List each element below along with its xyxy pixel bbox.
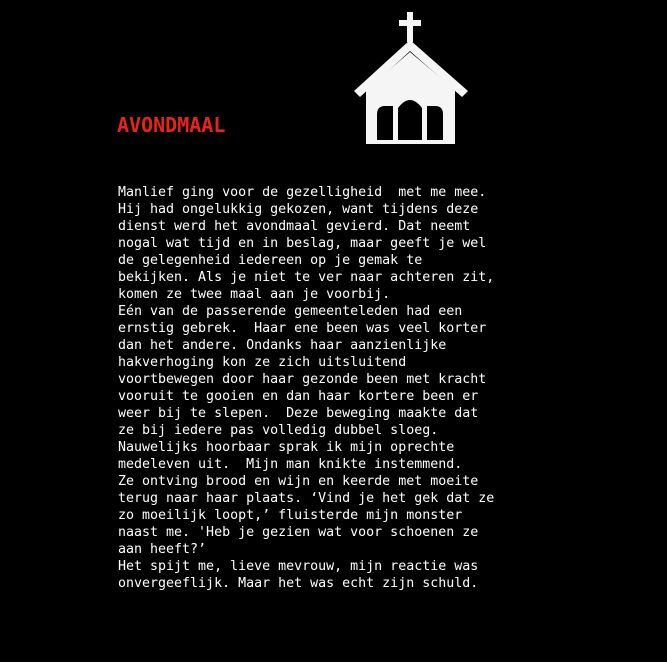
story-line: komen ze twee maal aan je voorbij. bbox=[118, 287, 391, 302]
story-line: medeleven uit. Mijn man knikte instemmend. bbox=[118, 457, 463, 472]
story-line: ze bij iedere pas volledig dubbel sloeg. bbox=[118, 423, 439, 438]
story-line: Nauwelijks hoorbaar sprak ik mijn oprechte bbox=[118, 440, 455, 455]
story-line: weer bij te slepen. Deze beweging maakte dat bbox=[118, 406, 479, 421]
story-line: onvergeeflijk. Maar het was echt zijn schuld. bbox=[118, 576, 479, 591]
story-line: ernstig gebrek. Haar ene been was veel korter bbox=[118, 321, 487, 336]
story-line: Manlief ging voor de gezelligheid met me mee. bbox=[118, 185, 487, 200]
story-line: aan heeft?’ bbox=[118, 542, 207, 557]
story-line: dan het andere. Ondanks haar aanzienlijke bbox=[118, 338, 447, 353]
story-line: voortbewegen door haar gezonde been met kracht bbox=[118, 372, 487, 387]
story-line: Hij had ongelukkig gekozen, want tijdens deze bbox=[118, 202, 479, 217]
story-line: vooruit te gooien en dan haar kortere been er bbox=[118, 389, 479, 404]
story-line: hakverhoging kon ze zich uitsluitend bbox=[118, 355, 407, 370]
story-line: naast me. 'Heb je gezien wat voor schoenen ze bbox=[118, 525, 479, 540]
page-title: AVONDMAAL bbox=[117, 113, 226, 137]
story-line: nogal wat tijd en in beslag, maar geeft je wel bbox=[118, 236, 487, 251]
story-line: bekijken. Als je niet te ver naar achteren zit, bbox=[118, 270, 495, 285]
story-line: zo moeilijk loopt,’ fluisterde mijn monster bbox=[118, 508, 463, 523]
story-body bbox=[118, 184, 638, 592]
story-line: Eén van de passerende gemeenteleden had een bbox=[118, 304, 463, 319]
story-line: Ze ontving brood en wijn en keerde met moeite bbox=[118, 474, 479, 489]
story-line: dienst werd het avondmaal gevierd. Dat neemt bbox=[118, 219, 471, 234]
church-icon bbox=[354, 12, 468, 146]
story-line: de gelegenheid iedereen op je gemak te bbox=[118, 253, 423, 268]
story-line: Het spijt me, lieve mevrouw, mijn reactie was bbox=[118, 559, 479, 574]
story-line: terug naar haar plaats. ‘Vind je het gek dat ze bbox=[118, 491, 495, 506]
